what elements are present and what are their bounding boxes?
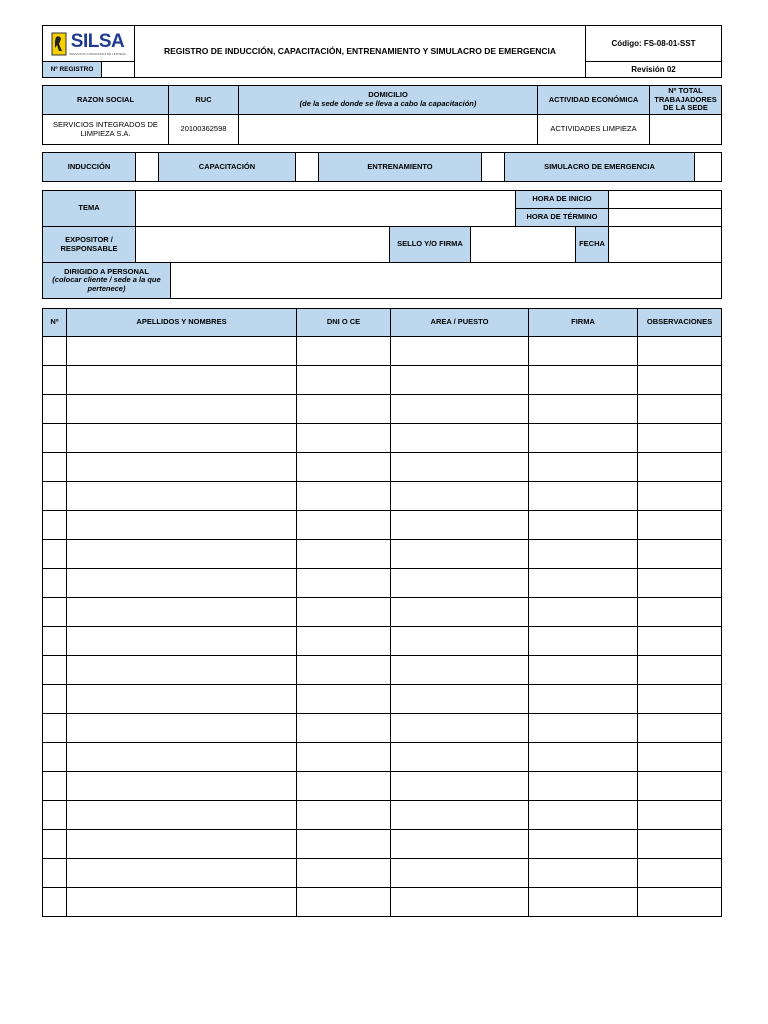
registro-field[interactable]	[102, 62, 135, 78]
dirigido-field[interactable]	[171, 263, 722, 299]
table-row	[43, 627, 722, 656]
form-header	[42, 25, 722, 78]
simulacro-checkbox[interactable]	[695, 153, 722, 182]
table-cell[interactable]	[638, 453, 722, 482]
logo-text: SILSA	[70, 30, 125, 52]
table-cell[interactable]	[297, 598, 391, 627]
table-cell[interactable]	[43, 598, 67, 627]
table-cell[interactable]	[43, 569, 67, 598]
table-cell[interactable]	[43, 888, 67, 917]
hora-termino-label: HORA DE TÉRMINO	[516, 209, 609, 227]
session-table	[42, 190, 722, 299]
table-cell[interactable]	[67, 888, 297, 917]
hora-inicio-label: HORA DE INICIO	[516, 191, 609, 209]
table-cell[interactable]	[391, 366, 529, 395]
table-cell[interactable]	[529, 395, 638, 424]
table-cell[interactable]	[67, 627, 297, 656]
table-cell[interactable]	[529, 627, 638, 656]
table-row	[43, 859, 722, 888]
form-title: REGISTRO DE INDUCCIÓN, CAPACITACIÓN, ENTRENAMIENTO Y SIMULACRO DE EMERGENCIA	[135, 26, 586, 78]
table-cell[interactable]	[638, 772, 722, 801]
table-row	[43, 424, 722, 453]
table-cell[interactable]	[297, 453, 391, 482]
table-cell[interactable]	[67, 714, 297, 743]
table-cell[interactable]	[391, 453, 529, 482]
table-row	[43, 511, 722, 540]
table-cell[interactable]	[43, 772, 67, 801]
col-header: APELLIDOS Y NOMBRES	[67, 309, 297, 337]
table-cell[interactable]	[529, 859, 638, 888]
table-cell[interactable]	[297, 656, 391, 685]
table-cell[interactable]	[391, 743, 529, 772]
table-cell[interactable]	[297, 714, 391, 743]
table-cell[interactable]	[43, 453, 67, 482]
table-cell[interactable]	[529, 366, 638, 395]
table-cell[interactable]	[67, 511, 297, 540]
table-cell[interactable]	[391, 511, 529, 540]
attendance-header-row	[43, 309, 722, 337]
capacitacion-checkbox[interactable]	[296, 153, 319, 182]
table-cell[interactable]	[638, 888, 722, 917]
table-cell[interactable]	[638, 685, 722, 714]
table-cell[interactable]	[297, 801, 391, 830]
table-cell[interactable]	[391, 395, 529, 424]
table-cell[interactable]	[638, 366, 722, 395]
dirigido-note: (colocar cliente / sede a la que pertenece)	[52, 275, 161, 293]
table-cell[interactable]	[638, 424, 722, 453]
table-row	[43, 540, 722, 569]
table-cell[interactable]	[297, 830, 391, 859]
table-cell[interactable]	[43, 656, 67, 685]
table-cell[interactable]	[43, 482, 67, 511]
table-row	[43, 801, 722, 830]
table-cell[interactable]	[529, 888, 638, 917]
table-cell[interactable]	[297, 569, 391, 598]
hora-inicio-field[interactable]	[609, 191, 722, 209]
table-cell[interactable]	[67, 859, 297, 888]
table-cell[interactable]	[297, 627, 391, 656]
induccion-label: INDUCCIÓN	[43, 153, 136, 182]
table-cell[interactable]	[43, 366, 67, 395]
table-cell[interactable]	[391, 627, 529, 656]
domicilio-header	[239, 86, 538, 115]
col-header: FIRMA	[529, 309, 638, 337]
table-row	[43, 714, 722, 743]
table-cell[interactable]	[297, 685, 391, 714]
table-cell[interactable]	[67, 685, 297, 714]
table-cell[interactable]	[43, 540, 67, 569]
table-cell[interactable]	[67, 395, 297, 424]
table-row	[43, 830, 722, 859]
table-cell[interactable]	[638, 714, 722, 743]
domicilio-label: DOMICILIO	[368, 90, 408, 100]
table-cell[interactable]	[529, 453, 638, 482]
table-cell[interactable]	[67, 424, 297, 453]
table-cell[interactable]	[43, 859, 67, 888]
hora-termino-field[interactable]	[609, 209, 722, 227]
col-header: DNI O CE	[297, 309, 391, 337]
table-cell[interactable]	[391, 888, 529, 917]
fecha-label: FECHA	[576, 227, 609, 263]
table-cell[interactable]	[391, 685, 529, 714]
table-row	[43, 685, 722, 714]
table-row	[43, 569, 722, 598]
form-revision: Revisión 02	[586, 62, 722, 78]
activity-type-table	[42, 152, 722, 182]
table-row	[43, 772, 722, 801]
table-cell[interactable]	[529, 801, 638, 830]
capacitacion-label: CAPACITACIÓN	[159, 153, 296, 182]
table-cell[interactable]	[529, 830, 638, 859]
table-cell[interactable]	[297, 772, 391, 801]
table-cell[interactable]	[67, 656, 297, 685]
table-cell[interactable]	[529, 714, 638, 743]
logo-subtitle: SERVICIOS INTEGRADOS DE LIMPIEZA	[69, 51, 126, 56]
table-cell[interactable]	[638, 830, 722, 859]
table-row	[43, 888, 722, 917]
col-header: Nº	[43, 309, 67, 337]
table-cell[interactable]	[529, 511, 638, 540]
company-table	[42, 85, 722, 145]
table-cell[interactable]	[43, 395, 67, 424]
sello-label: SELLO Y/O FIRMA	[390, 227, 471, 263]
table-cell[interactable]	[529, 772, 638, 801]
col-header: AREA / PUESTO	[391, 309, 529, 337]
table-cell[interactable]	[638, 743, 722, 772]
table-cell[interactable]	[297, 424, 391, 453]
table-cell[interactable]	[43, 424, 67, 453]
table-cell[interactable]	[638, 540, 722, 569]
table-cell[interactable]	[43, 627, 67, 656]
table-cell[interactable]	[297, 482, 391, 511]
table-cell[interactable]	[297, 511, 391, 540]
tema-field[interactable]	[136, 191, 516, 227]
table-cell[interactable]	[638, 656, 722, 685]
table-cell[interactable]	[43, 801, 67, 830]
table-row	[43, 453, 722, 482]
table-cell[interactable]	[297, 743, 391, 772]
sello-field[interactable]	[471, 227, 576, 263]
table-cell[interactable]	[638, 511, 722, 540]
table-cell[interactable]	[391, 772, 529, 801]
entrenamiento-checkbox[interactable]	[482, 153, 505, 182]
simulacro-label: SIMULACRO DE EMERGENCIA	[505, 153, 695, 182]
attendance-table	[42, 308, 722, 917]
table-cell[interactable]	[67, 453, 297, 482]
table-cell[interactable]	[529, 685, 638, 714]
table-cell[interactable]	[391, 337, 529, 366]
ruc-header: RUC	[169, 86, 239, 115]
table-cell[interactable]	[529, 424, 638, 453]
table-cell[interactable]	[67, 482, 297, 511]
table-cell[interactable]	[67, 337, 297, 366]
domicilio-note: (de la sede donde se lleva a cabo la capacitación)	[299, 99, 477, 108]
table-cell[interactable]	[638, 859, 722, 888]
col-header: OBSERVACIONES	[638, 309, 722, 337]
table-cell[interactable]	[529, 743, 638, 772]
table-cell[interactable]	[391, 714, 529, 743]
table-cell[interactable]	[391, 540, 529, 569]
table-cell[interactable]	[67, 569, 297, 598]
table-cell[interactable]	[638, 627, 722, 656]
expositor-label: EXPOSITOR / RESPONSABLE	[43, 227, 136, 263]
razon-social-header: RAZON SOCIAL	[43, 86, 169, 115]
table-row	[43, 598, 722, 627]
table-cell[interactable]	[67, 598, 297, 627]
table-cell[interactable]	[529, 337, 638, 366]
table-cell[interactable]	[67, 772, 297, 801]
table-cell[interactable]	[529, 482, 638, 511]
table-cell[interactable]	[297, 395, 391, 424]
razon-social-value[interactable]: SERVICIOS INTEGRADOS DE LIMPIEZA S.A.	[43, 115, 169, 145]
table-row	[43, 337, 722, 366]
table-cell[interactable]	[67, 540, 297, 569]
table-cell[interactable]	[43, 337, 67, 366]
table-cell[interactable]	[43, 714, 67, 743]
table-cell[interactable]	[638, 482, 722, 511]
expositor-field[interactable]	[136, 227, 390, 263]
table-cell[interactable]	[297, 366, 391, 395]
table-cell[interactable]	[43, 511, 67, 540]
tema-label: TEMA	[43, 191, 136, 227]
silsa-logo-icon	[51, 32, 67, 56]
registro-label: Nº REGISTRO	[43, 62, 102, 78]
table-cell[interactable]	[529, 598, 638, 627]
dirigido-header	[43, 263, 171, 299]
table-cell[interactable]	[391, 859, 529, 888]
logo-cell	[43, 26, 135, 62]
total-trabajadores-value[interactable]	[650, 115, 722, 145]
table-cell[interactable]	[67, 366, 297, 395]
table-cell[interactable]	[391, 801, 529, 830]
form-code: Código: FS-08-01-SST	[586, 26, 722, 62]
table-cell[interactable]	[297, 540, 391, 569]
table-cell[interactable]	[638, 337, 722, 366]
table-cell[interactable]	[391, 598, 529, 627]
table-cell[interactable]	[391, 656, 529, 685]
table-cell[interactable]	[638, 395, 722, 424]
table-cell[interactable]	[529, 569, 638, 598]
table-cell[interactable]	[391, 569, 529, 598]
table-cell[interactable]	[297, 888, 391, 917]
table-row	[43, 482, 722, 511]
table-row	[43, 395, 722, 424]
table-cell[interactable]	[297, 859, 391, 888]
total-trabajadores-header: Nº TOTAL TRABAJADORES DE LA SEDE	[650, 86, 722, 115]
domicilio-value[interactable]	[239, 115, 538, 145]
table-cell[interactable]	[638, 569, 722, 598]
table-cell[interactable]	[297, 337, 391, 366]
table-cell[interactable]	[67, 801, 297, 830]
table-cell[interactable]	[67, 830, 297, 859]
table-cell[interactable]	[391, 424, 529, 453]
table-cell[interactable]	[529, 656, 638, 685]
table-cell[interactable]	[638, 801, 722, 830]
ruc-value[interactable]: 20100362598	[169, 115, 239, 145]
induccion-checkbox[interactable]	[136, 153, 159, 182]
table-cell[interactable]	[43, 743, 67, 772]
table-row	[43, 743, 722, 772]
table-cell[interactable]	[391, 830, 529, 859]
table-cell[interactable]	[43, 685, 67, 714]
table-cell[interactable]	[529, 540, 638, 569]
attendance-body	[43, 337, 722, 917]
table-row	[43, 366, 722, 395]
table-row	[43, 656, 722, 685]
table-cell[interactable]	[391, 482, 529, 511]
table-cell[interactable]	[67, 743, 297, 772]
fecha-field[interactable]	[609, 227, 722, 263]
table-cell[interactable]	[638, 598, 722, 627]
actividad-header: ACTIVIDAD ECONÓMICA	[538, 86, 650, 115]
entrenamiento-label: ENTRENAMIENTO	[319, 153, 482, 182]
dirigido-label: DIRIGIDO A PERSONAL	[64, 266, 149, 276]
actividad-value[interactable]: ACTIVIDADES LIMPIEZA	[538, 115, 650, 145]
table-cell[interactable]	[43, 830, 67, 859]
